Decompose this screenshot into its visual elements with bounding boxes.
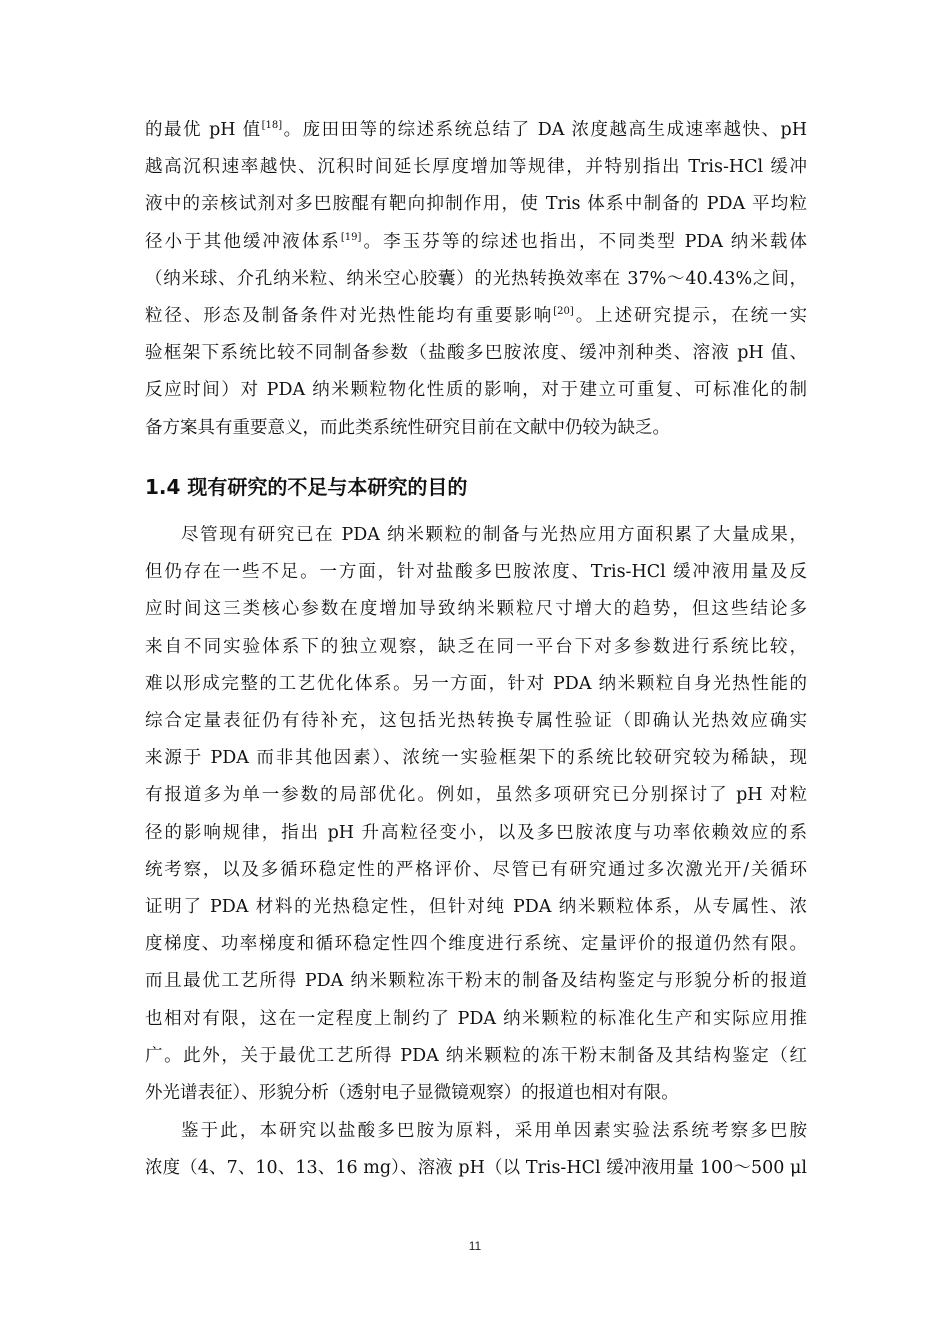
paragraph-2-line: 径的影响规律，指出 pH 升高粒径变小，以及多巴胺浓度与功率依赖效应的系: [145, 822, 807, 843]
paragraph-2-line: 有报道多为单一参数的局部优化。例如，虽然多项研究已分别探讨了 pH 对粒: [145, 785, 807, 806]
paragraph-1-line-7: 验框架下系统比较不同制备参数（盐酸多巴胺浓度、缓冲剂种类、溶液 pH 值、: [145, 343, 807, 364]
paragraph-1-line-2: 越高沉积速率越快、沉积时间延长厚度增加等规律，并特别指出 Tris-HCl 缓冲: [145, 157, 807, 178]
paragraph-2-line: 统考察，以及多循环稳定性的严格评价、尽管已有研究通过多次激光开/关循环: [145, 859, 807, 880]
paragraph-1-line-4: 径小于其他缓冲液体系[19]。李玉芬等的综述也指出，不同类型 PDA 纳米载体: [145, 231, 807, 252]
paragraph-3-line: 浓度（4、7、10、13、16 mg）、溶液 pH（以 Tris-HCl 缓冲液用量 100～500 μl: [145, 1158, 807, 1179]
paragraph-1-line-9: 备方案具有重要意义，而此类系统性研究目前在文献中仍较为缺乏。: [145, 417, 670, 438]
paragraph-2: [145, 517, 807, 1112]
citation-20: [20]: [553, 306, 574, 318]
paragraph-1-line-3: 液中的亲核试剂对多巴胺醌有靶向抑制作用，使 Tris 体系中制备的 PDA 平均粒: [145, 194, 807, 215]
paragraph-1-line-1: 的最优 pH 值[18]。庞田田等的综述系统总结了 DA 浓度越高生成速率越快、pH: [145, 120, 807, 140]
citation-19: [19]: [340, 231, 362, 243]
paragraph-2-line: 来源于 PDA 而非其他因素）、浓统一实验框架下的系统比较研究较为稀缺，现: [145, 748, 807, 769]
paragraph-2-line: 应时间这三类核心参数在度增加导致纳米颗粒尺寸增大的趋势，但这些结论多: [145, 599, 807, 620]
paragraph-3-line: 鉴于此，本研究以盐酸多巴胺为原料，采用单因素实验法系统考察多巴胺: [181, 1121, 807, 1141]
section-heading: 1.4 现有研究的不足与本研究的目的: [145, 475, 468, 499]
paragraph-2-line: 尽管现有研究已在 PDA 纳米颗粒的制备与光热应用方面积累了大量成果，: [181, 525, 807, 545]
paragraph-2-line: 来自不同实验体系下的独立观察，缺乏在同一平台下对多参数进行系统比较，: [145, 636, 807, 657]
paragraph-2-line: 度梯度、功率梯度和循环稳定性四个维度进行系统、定量评价的报道仍然有限。: [145, 934, 807, 955]
paragraph-2-line: 而且最优工艺所得 PDA 纳米颗粒冻干粉末的制备及结构鉴定与形貌分析的报道: [145, 971, 807, 992]
paragraph-3: [145, 1113, 807, 1187]
paragraph-2-line: 但仍存在一些不足。一方面，针对盐酸多巴胺浓度、Tris-HCl 缓冲液用量及反: [145, 562, 807, 583]
paragraph-2-line: 外光谱表征）、形貌分析（透射电子显微镜观察）的报道也相对有限。: [145, 1083, 679, 1104]
paragraph-1-line-5: （纳米球、介孔纳米粒、纳米空心胶囊）的光热转换效率在 37%～40.43%之间，: [145, 268, 807, 289]
paragraph-2-line: 证明了 PDA 材料的光热稳定性，但针对纯 PDA 纳米颗粒体系，从专属性、浓: [145, 897, 807, 918]
paragraph-1: [145, 112, 807, 447]
citation-18: [18]: [261, 120, 283, 131]
paragraph-2-line: 广。此外，关于最优工艺所得 PDA 纳米颗粒的冻干粉末制备及其结构鉴定（红: [145, 1045, 807, 1066]
paragraph-1-line-6: 粒径、形态及制备条件对光热性能均有重要影响[20]。上述研究提示，在统一实: [145, 306, 808, 327]
paragraph-2-line: 也相对有限，这在一定程度上制约了 PDA 纳米颗粒的标准化生产和实际应用推: [145, 1008, 807, 1029]
paragraph-2-line: 综合定量表征仍有待补充，这包括光热转换专属性验证（即确认光热效应确实: [145, 711, 807, 732]
paragraph-2-line: 难以形成完整的工艺优化体系。另一方面，针对 PDA 纳米颗粒自身光热性能的: [145, 673, 807, 694]
page-number: 11: [468, 1239, 482, 1253]
paragraph-1-line-8: 反应时间）对 PDA 纳米颗粒物化性质的影响，对于建立可重复、可标准化的制: [145, 380, 807, 401]
